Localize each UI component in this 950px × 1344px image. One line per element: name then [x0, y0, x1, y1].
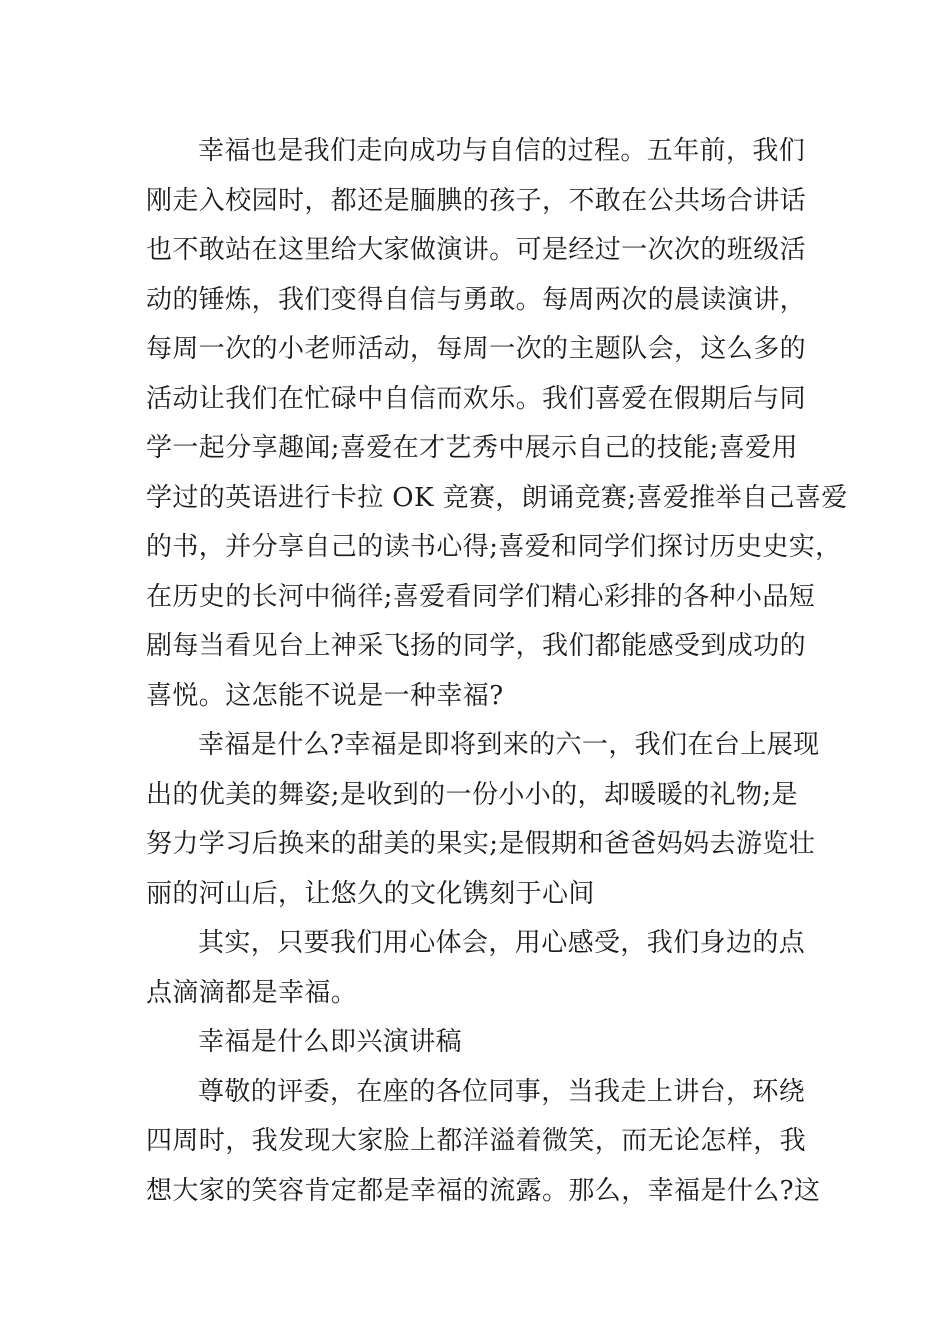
- text-line: 学一起分享趣闻;喜爱在才艺秀中展示自己的技能;喜爱用: [146, 433, 798, 463]
- text-line: 点滴滴都是幸福。: [146, 977, 358, 1008]
- text-line: 每周一次的小老师活动，每周一次的主题队会，这么多的: [146, 334, 807, 364]
- text-line: 学过的英语进行卡拉 OK 竞赛，朗诵竞赛;喜爱推举自己喜爱: [146, 482, 848, 513]
- text-line: 尊敬的评委，在座的各位同事，当我走上讲台，环绕: [198, 1076, 806, 1107]
- text-line: 四周时，我发现大家脸上都洋溢着微笑，而无论怎样，我: [146, 1126, 807, 1156]
- text-line: 动的锤炼，我们变得自信与勇敢。每周两次的晨读演讲，: [146, 284, 807, 315]
- text-line: 努力学习后换来的甜美的果实;是假期和爸爸妈妈去游览壮: [146, 829, 816, 859]
- text-line: 丽的河山后，让悠久的文化镌刻于心间: [146, 878, 595, 909]
- text-line: 想大家的笑容肯定都是幸福的流露。那么，幸福是什么?这: [146, 1175, 821, 1206]
- document-body: [146, 127, 848, 1216]
- text-line: 剧每当看见台上神采飞扬的同学，我们都能感受到成功的: [146, 631, 807, 661]
- section-heading: 幸福是什么即兴演讲稿: [198, 1027, 463, 1057]
- text-line: 活动让我们在忙碌中自信而欢乐。我们喜爱在假期后与同: [146, 383, 807, 414]
- text-line: 幸福也是我们走向成功与自信的过程。五年前，我们: [198, 136, 806, 166]
- text-line: 也不敢站在这里给大家做演讲。可是经过一次次的班级活: [146, 235, 807, 265]
- text-line: 在历史的长河中徜徉;喜爱看同学们精心彩排的各种小品短: [146, 581, 816, 612]
- text-line: 刚走入校园时，都还是腼腆的孩子，不敢在公共场合讲话: [146, 185, 807, 216]
- text-line: 幸福是什么?幸福是即将到来的六一，我们在台上展现: [198, 730, 820, 760]
- text-line: 其实，只要我们用心体会，用心感受，我们身边的点: [198, 928, 806, 958]
- text-line: 出的优美的舞姿;是收到的一份小小的，却暖暖的礼物;是: [146, 779, 798, 810]
- text-line: 喜悦。这怎能不说是一种幸福?: [146, 680, 504, 711]
- text-line: 的书，并分享自己的读书心得;喜爱和同学们探讨历史史实，: [146, 532, 842, 562]
